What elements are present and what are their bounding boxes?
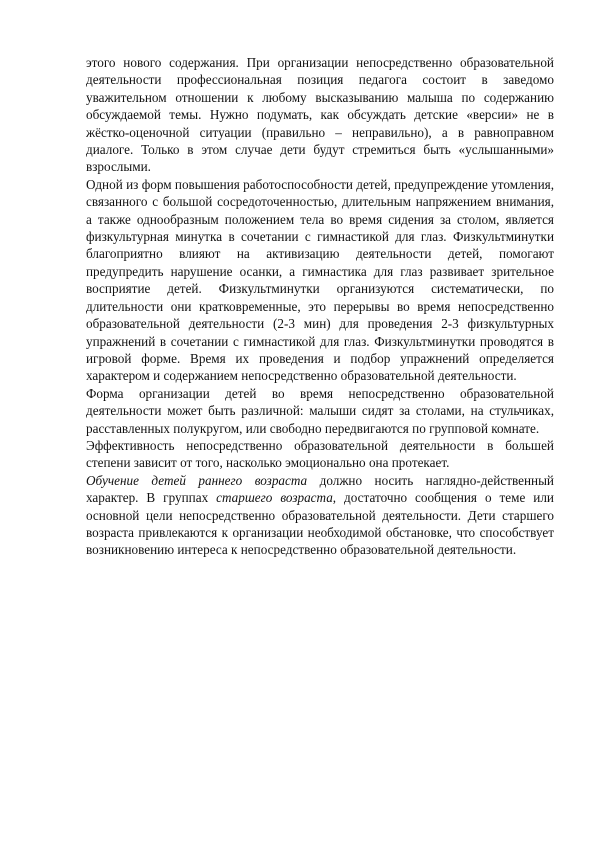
paragraph-text: должно носить наглядно-действенный характер. В группах <box>86 472 554 506</box>
paragraph-text: Эффективность непосредственно образовательной деятельности в большей степени зависит от того, насколько эмоционально она протекает. <box>86 437 554 471</box>
paragraph-effectiveness <box>86 437 554 472</box>
paragraph-text: этого нового содержания. При организации непосредственно образовательной деятельности профессиональная позиция педагога состоит в заведомо уважительном отношении к любому высказыванию малыша по содержанию обсуждаемой темы. Нужно подумать, как обсуждать детские «версии» не в жёстко-оценочной ситуации (правильно – неправильно), а в равноправном диалоге. Только в этом случае дети будут стремиться быть «услышанными» взрослыми. <box>86 55 554 175</box>
paragraph-text: Форма организации детей во время непосредственно образовательной деятельности может быть различной: малыши сидят за столами, на стульчиках, расставленных полукругом, или свободно передвигаются по групповой комнате. <box>86 385 554 436</box>
paragraph-dialog-position <box>86 54 554 176</box>
paragraph-text: Одной из форм повышения работоспособности детей, предупреждение утомления, связанного с большой сосредоточенностью, длительным напряжением внимания, а также однообразным положением тела во время сидения за столом, является физкультурная минутка в сочетании с гимнастикой для глаз. Физкультминутки благоприятно влияют на активизацию деятельности детей, помогают предупредить нарушение осанки, а гимнастика для глаз развивает зрительное восприятие детей. Физкультминутки организуются систематически, по длительности они кратковременные, это перерывы во время непосредственно образовательной деятельности (2-3 мин) для проведения 2-3 физкультурных упражнений в сочетании с гимнастикой для глаз. Физкультминутки проводятся в игровой форме. Время их проведения и подбор упражнений определяется характером и содержанием непосредственно образовательной деятельности. <box>86 176 554 384</box>
italic-phrase-older-age: старшего возраста <box>216 490 333 506</box>
italic-phrase-early-age: Обучение детей раннего возраста <box>86 472 308 488</box>
paragraph-fizkultminutka <box>86 176 554 385</box>
paragraph-age-groups <box>86 472 554 559</box>
paragraph-text: , достаточно сообщения о теме или основной цели непосредственно образовательной деятельности. Дети старшего возраста привлекаются к организации необходимой обстановке, что способствует возникновению интереса к непосредственно образовательной деятельности. <box>86 490 554 558</box>
document-body <box>86 54 554 559</box>
paragraph-organization-form <box>86 385 554 437</box>
